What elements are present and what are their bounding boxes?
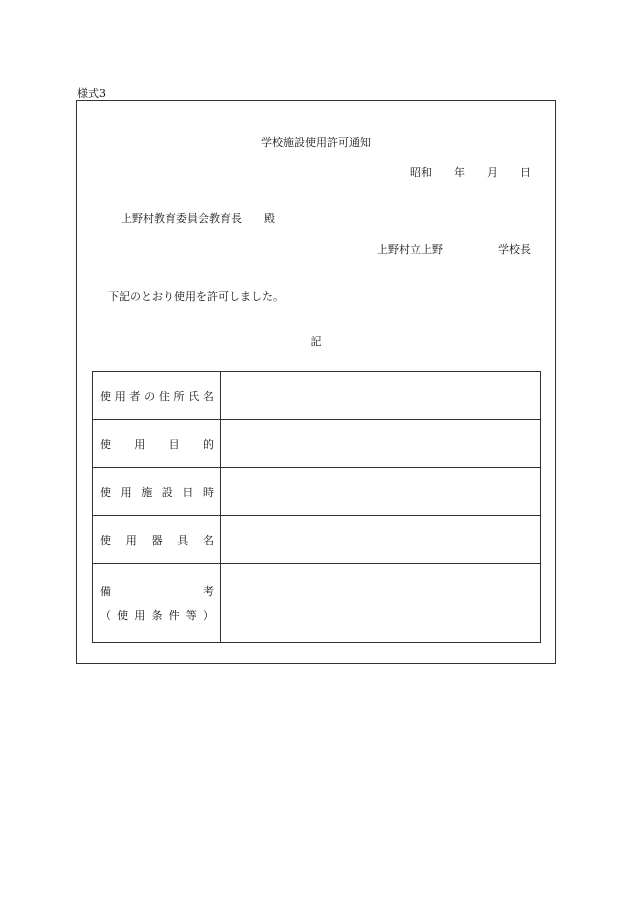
sender: 上野村立上野 学校長 (377, 243, 531, 256)
label-user-address-name (93, 372, 221, 420)
date-line: 昭和 年 月 日 (410, 166, 531, 179)
label-text-line1: 備 考 (100, 585, 214, 598)
label-remarks (93, 564, 221, 643)
label-purpose (93, 420, 221, 468)
addressee: 上野村教育委員会教育長 殿 (121, 212, 275, 225)
label-facility-datetime (93, 468, 221, 516)
notice-frame (76, 100, 556, 664)
usage-table (92, 371, 541, 643)
label-equipment (93, 516, 221, 564)
label-text: 使 用 目 的 (100, 437, 214, 451)
value-remarks[interactable] (221, 564, 541, 643)
table-row-facility-datetime (93, 468, 541, 516)
ki-heading: 記 (310, 335, 322, 348)
value-user-address-name[interactable] (221, 372, 541, 420)
value-purpose[interactable] (221, 420, 541, 468)
table-row-remarks (93, 564, 541, 643)
label-text: 使 用 器 具 名 (100, 533, 214, 547)
value-facility-datetime[interactable] (221, 468, 541, 516)
table-row-user (93, 372, 541, 420)
body-text: 下記のとおり使用を許可しました。 (108, 290, 284, 303)
label-text: 使 用 施 設 日 時 (100, 485, 214, 499)
table-row-purpose (93, 420, 541, 468)
label-text: 使 用 者 の 住 所 氏 名 (100, 389, 214, 403)
table-row-equipment (93, 516, 541, 564)
document-title: 学校施設使用許可通知 (261, 136, 371, 149)
label-text-line2: （ 使 用 条 件 等 ） (100, 609, 214, 622)
value-equipment[interactable] (221, 516, 541, 564)
form-number: 様式3 (77, 87, 106, 100)
